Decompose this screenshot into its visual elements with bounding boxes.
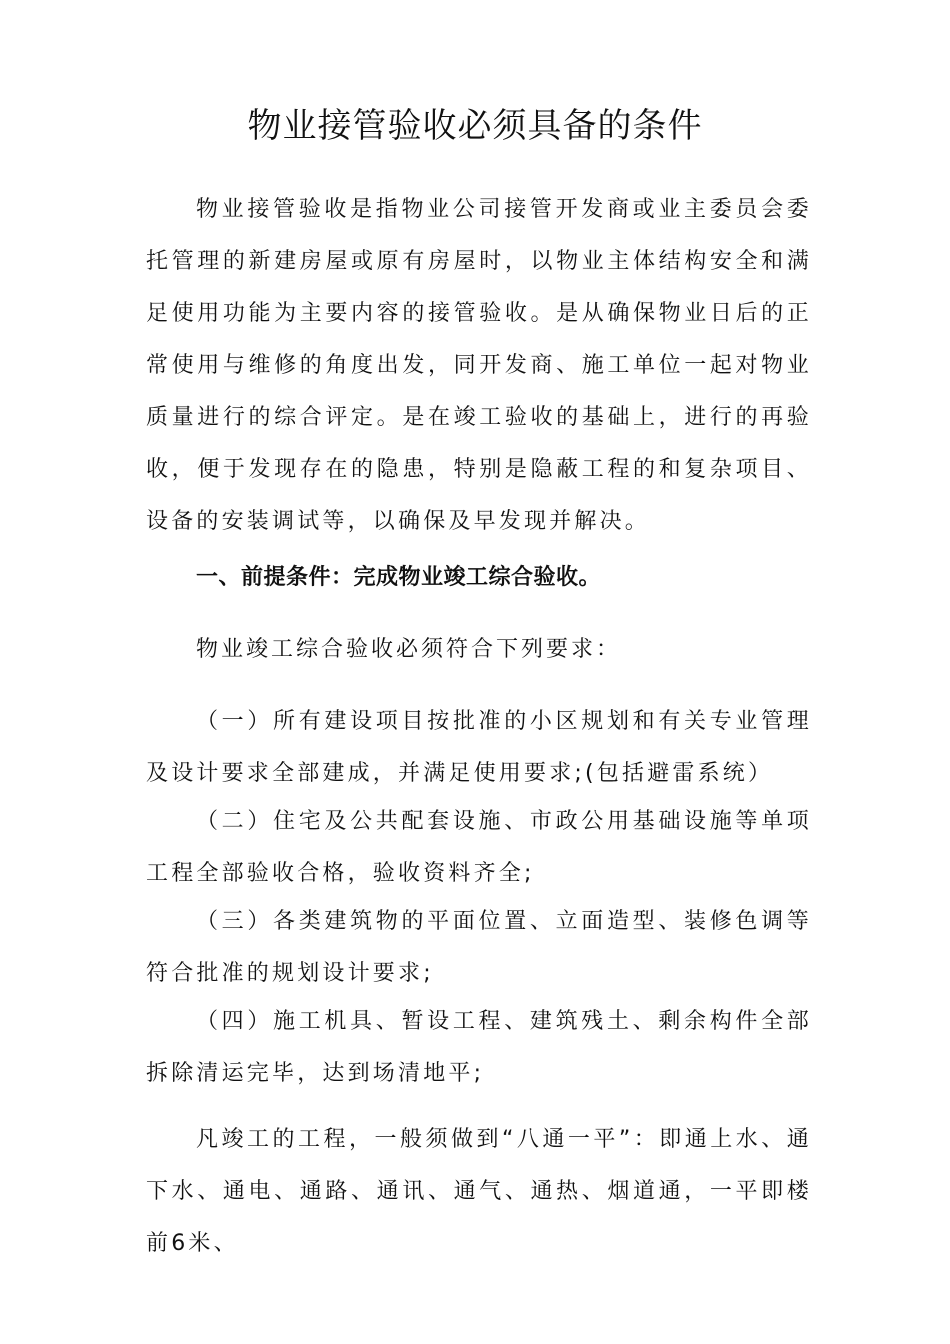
closing-paragraph: 凡竣工的工程，一般须做到“八通一平”：即通上水、通下水、通电、通路、通讯、通气、通热、烟道通，一平即楼前6米、 <box>146 1127 812 1256</box>
requirement-item-3: （三）各类建筑物的平面位置、立面造型、装修色调等符合批准的规划设计要求; <box>146 909 812 986</box>
section-lead: 物业竣工综合验收必须符合下列要求： <box>196 637 622 662</box>
requirement-item-4: （四）施工机具、暂设工程、建筑残土、剩余构件全部拆除清运完毕，达到场清地平; <box>146 1009 812 1086</box>
intro-paragraph: 物业接管验收是指物业公司接管开发商或业主委员会委托管理的新建房屋或原有房屋时，以物业主体结构安全和满足使用功能为主要内容的接管验收。是从确保物业日后的正常使用与维修的角度出发，同开发商、施工单位一起对物业质量进行的综合评定。是在竣工验收的基础上，进行的再验收，便于发现存在的隐患，特别是隐蔽工程的和复杂项目、设备的安装调试等，以确保及早发现并解决。 <box>146 197 812 534</box>
document-title: 物业接管验收必须具备的条件 <box>247 106 703 146</box>
requirement-item-2: （二）住宅及公共配套设施、市政公用基础设施等单项工程全部验收合格，验收资料齐全; <box>146 809 812 886</box>
section-heading: 一、前提条件：完成物业竣工综合验收。 <box>196 565 602 590</box>
requirement-item-1: （一）所有建设项目按批准的小区规划和有关专业管理及设计要求全部建成，并满足使用要求;(包括避雷系统） <box>146 709 812 786</box>
